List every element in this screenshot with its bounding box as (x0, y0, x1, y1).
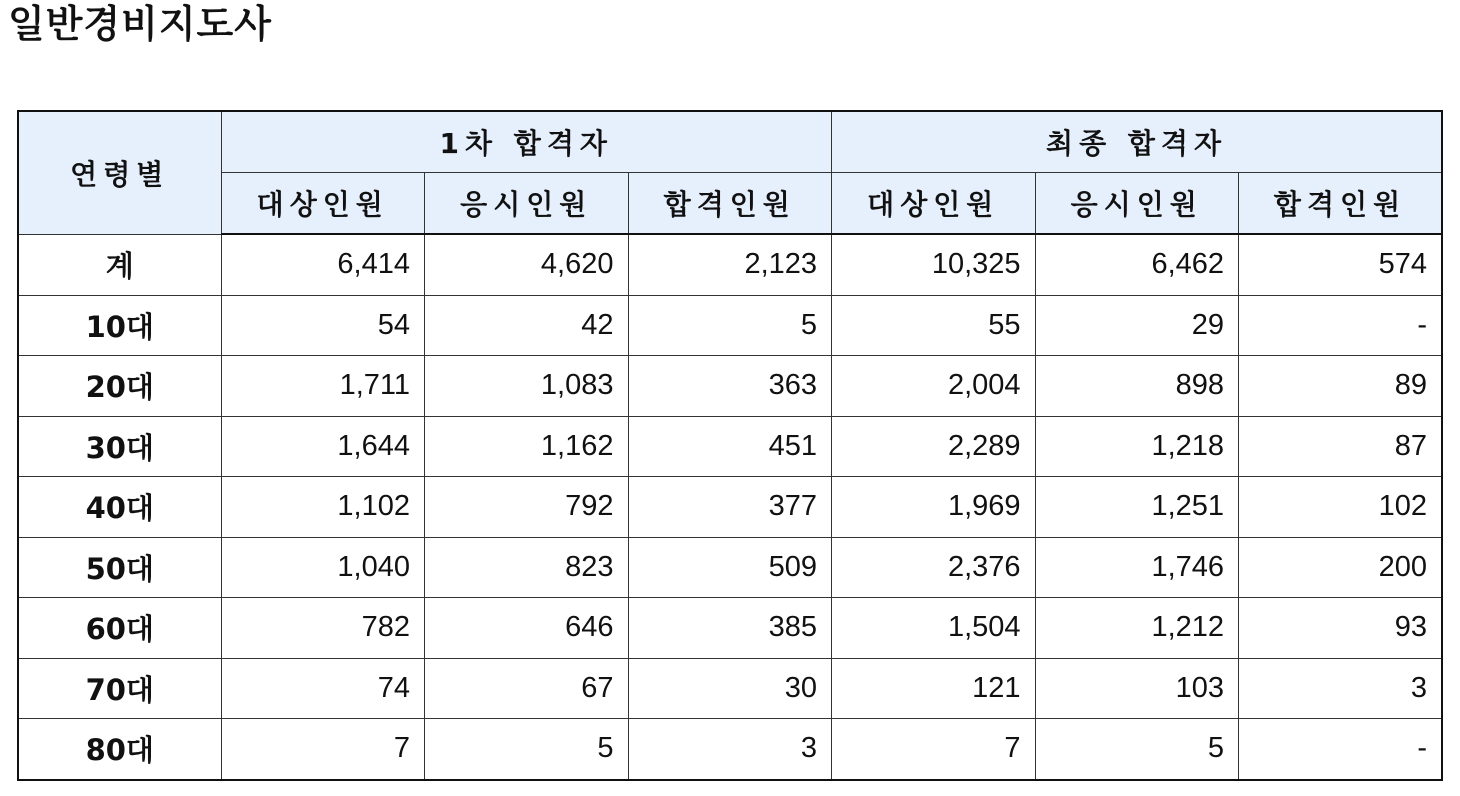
table-cell: 1,504 (832, 598, 1036, 659)
table-cell: 89 (1239, 356, 1443, 417)
table-cell: - (1239, 295, 1443, 356)
group-header-first-pass: 1차 합격자 (221, 111, 832, 173)
table-cell: 121 (832, 658, 1036, 719)
row-label: 30대 (18, 416, 221, 477)
table-cell: 451 (628, 416, 832, 477)
table-cell: 1,102 (221, 477, 425, 538)
page-title: 일반경비지도사 (8, 2, 272, 46)
table-cell: 1,083 (425, 356, 629, 417)
header-row-groups (18, 111, 1442, 173)
row-label: 70대 (18, 658, 221, 719)
table-cell: 1,746 (1035, 537, 1239, 598)
table-cell: 6,414 (221, 234, 425, 295)
row-label: 20대 (18, 356, 221, 417)
row-label: 50대 (18, 537, 221, 598)
table-cell: 574 (1239, 234, 1443, 295)
table-cell: 1,040 (221, 537, 425, 598)
row-label: 40대 (18, 477, 221, 538)
table-cell: 2,123 (628, 234, 832, 295)
table-cell: 3 (628, 719, 832, 780)
row-label: 80대 (18, 719, 221, 780)
age-column-header: 연령별 (18, 111, 221, 234)
table-cell: 792 (425, 477, 629, 538)
sub-header: 합격인원 (628, 173, 832, 235)
row-label: 계 (18, 234, 221, 295)
row-label: 60대 (18, 598, 221, 659)
row-label: 10대 (18, 295, 221, 356)
table-cell: 87 (1239, 416, 1443, 477)
table-row (18, 356, 1442, 417)
table-cell: 102 (1239, 477, 1443, 538)
table-cell: 200 (1239, 537, 1443, 598)
table-cell: 363 (628, 356, 832, 417)
table-cell: 4,620 (425, 234, 629, 295)
table-cell: 509 (628, 537, 832, 598)
table-row (18, 719, 1442, 780)
table-cell: 54 (221, 295, 425, 356)
table-cell: 898 (1035, 356, 1239, 417)
table-cell: 646 (425, 598, 629, 659)
table-cell: 42 (425, 295, 629, 356)
table-cell: 2,004 (832, 356, 1036, 417)
table-cell: 93 (1239, 598, 1443, 659)
table-row (18, 234, 1442, 295)
table-cell: 5 (628, 295, 832, 356)
table-row (18, 477, 1442, 538)
sub-header: 응시인원 (425, 173, 629, 235)
table-cell: 385 (628, 598, 832, 659)
table-cell: 67 (425, 658, 629, 719)
statistics-table (17, 110, 1443, 781)
table-cell: 55 (832, 295, 1036, 356)
table-cell: 1,969 (832, 477, 1036, 538)
header-row-subcolumns (18, 173, 1442, 235)
table-cell: 377 (628, 477, 832, 538)
table-cell: 1,212 (1035, 598, 1239, 659)
table-row (18, 416, 1442, 477)
table-body (18, 234, 1442, 780)
group-header-final-pass: 최종 합격자 (832, 111, 1443, 173)
table-cell: 2,289 (832, 416, 1036, 477)
table-row (18, 295, 1442, 356)
table-cell: 782 (221, 598, 425, 659)
table-cell: 1,162 (425, 416, 629, 477)
table-cell: 823 (425, 537, 629, 598)
table-cell: 7 (832, 719, 1036, 780)
table-cell: 1,251 (1035, 477, 1239, 538)
table-cell: 5 (425, 719, 629, 780)
table-cell: 1,644 (221, 416, 425, 477)
table-row (18, 658, 1442, 719)
table-cell: 2,376 (832, 537, 1036, 598)
table-cell: 74 (221, 658, 425, 719)
table-cell: 3 (1239, 658, 1443, 719)
table-cell: 29 (1035, 295, 1239, 356)
table-cell: 103 (1035, 658, 1239, 719)
table-cell: 5 (1035, 719, 1239, 780)
table-row (18, 537, 1442, 598)
table-cell: 1,218 (1035, 416, 1239, 477)
table-cell: - (1239, 719, 1443, 780)
table-cell: 1,711 (221, 356, 425, 417)
table-row (18, 598, 1442, 659)
table-cell: 30 (628, 658, 832, 719)
sub-header: 대상인원 (221, 173, 425, 235)
table-cell: 7 (221, 719, 425, 780)
sub-header: 대상인원 (832, 173, 1036, 235)
table-cell: 10,325 (832, 234, 1036, 295)
sub-header: 합격인원 (1239, 173, 1443, 235)
table-cell: 6,462 (1035, 234, 1239, 295)
sub-header: 응시인원 (1035, 173, 1239, 235)
